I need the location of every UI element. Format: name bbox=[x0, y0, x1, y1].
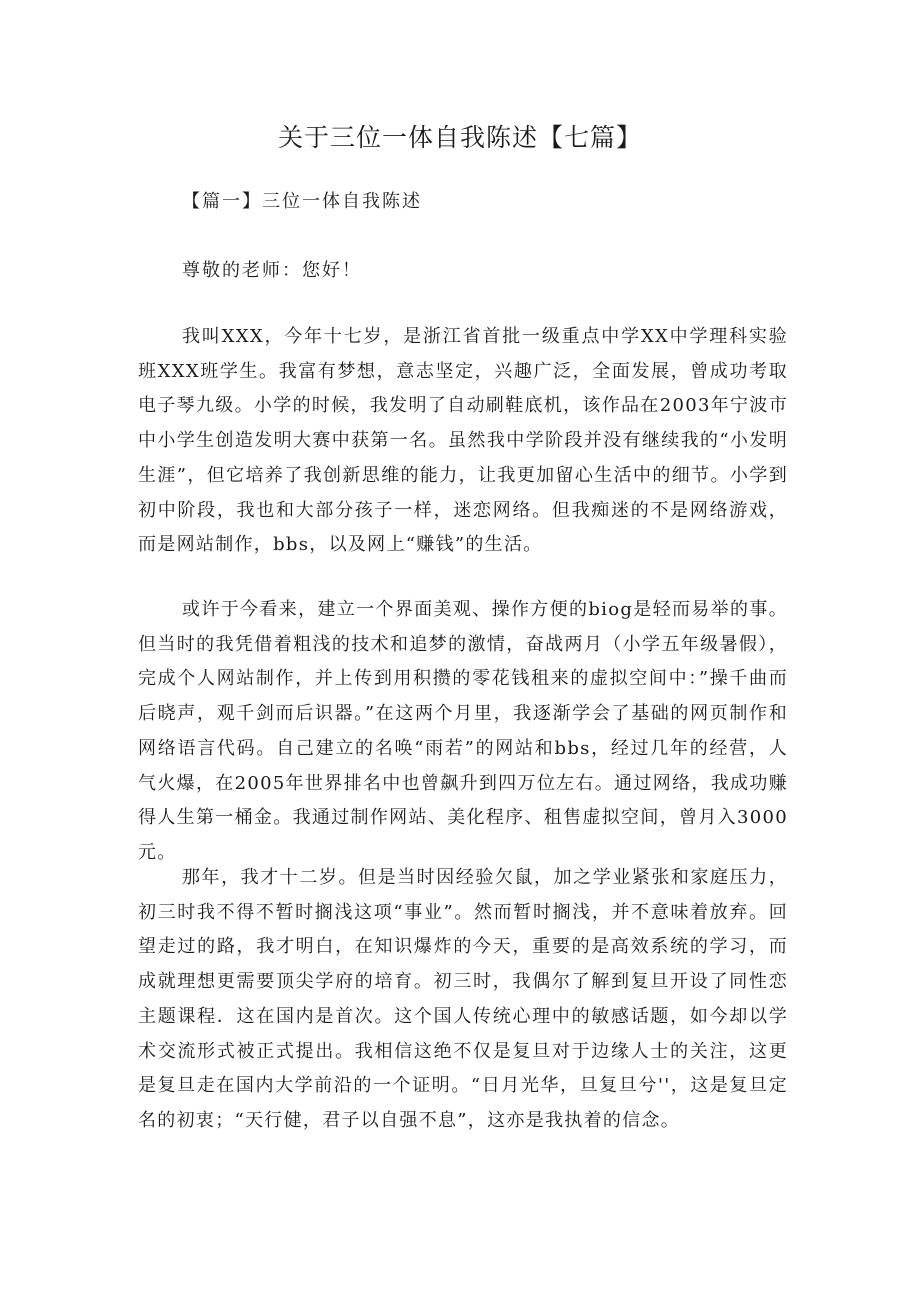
section-heading: 【篇一】三位一体自我陈述 bbox=[182, 191, 422, 212]
paragraph: 或许于今看来，建立一个界面美观、操作方便的biog是轻而易举的事。但当时的我凭借着粗浅的技术和追梦的激情，奋战两月（小学五年级暑假），完成个人网站制作，并上传到用积攒的零花钱租来的虚拟空间中：”操千曲而后晓声，观千剑而后识器。”在这两个月里，我逐渐学会了基础的网页制作和网络语言代码。自己建立的名唤“雨若”的网站和bbs，经过几年的经营，人气火爆，在2005年世界排名中也曾飙升到四万位左右。通过网络，我成功赚得人生第一桶金。我通过制作网站、美化程序、租售虚拟空间，曾月入3000元。 bbox=[138, 599, 788, 863]
paragraph: 我叫XXX，今年十七岁，是浙江省首批一级重点中学XX中学理科实验班XXX班学生。我富有梦想，意志坚定，兴趣广泛，全面发展，曾成功考取电子琴九级。小学的时候，我发明了自动刷鞋底机，该作品在2003年宁波市中小学生创造发明大赛中获第一名。虽然我中学阶段并没有继续我的“小发明生涯”，但它培养了我创新思维的能力，让我更加留心生活中的细节。小学到初中阶段，我也和大部分孩子一样，迷恋网络。但我痴迷的不是网络游戏，而是网站制作，bbs，以及网上“赚钱”的生活。 bbox=[138, 326, 788, 556]
paragraph: 那年，我才十二岁。但是当时因经验欠鼠，加之学业紧张和家庭压力，初三时我不得不暂时搁浅这项“事业”。然而暂时搁浅，并不意味着放弃。回望走过的路，我才明白，在知识爆炸的今天，重要的是高效系统的学习，而成就理想更需要顶尖学府的培育。初三时，我偶尔了解到复旦开设了同性恋主题课程．这在国内是首次。这个国人传统心理中的敏感话题，如今却以学术交流形式被正式提出。我相信这绝不仅是复旦对于边缘人士的关注，这更是复旦走在国内大学前沿的一个证明。“日月光华，旦复旦兮''，这是复旦定名的初衷；“天行健，君子以自强不息”，这亦是我执着的信念。 bbox=[138, 867, 788, 1131]
salutation: 尊敬的老师：您好！ bbox=[182, 260, 362, 281]
document-title: 关于三位一体自我陈述【七篇】 bbox=[277, 123, 642, 152]
